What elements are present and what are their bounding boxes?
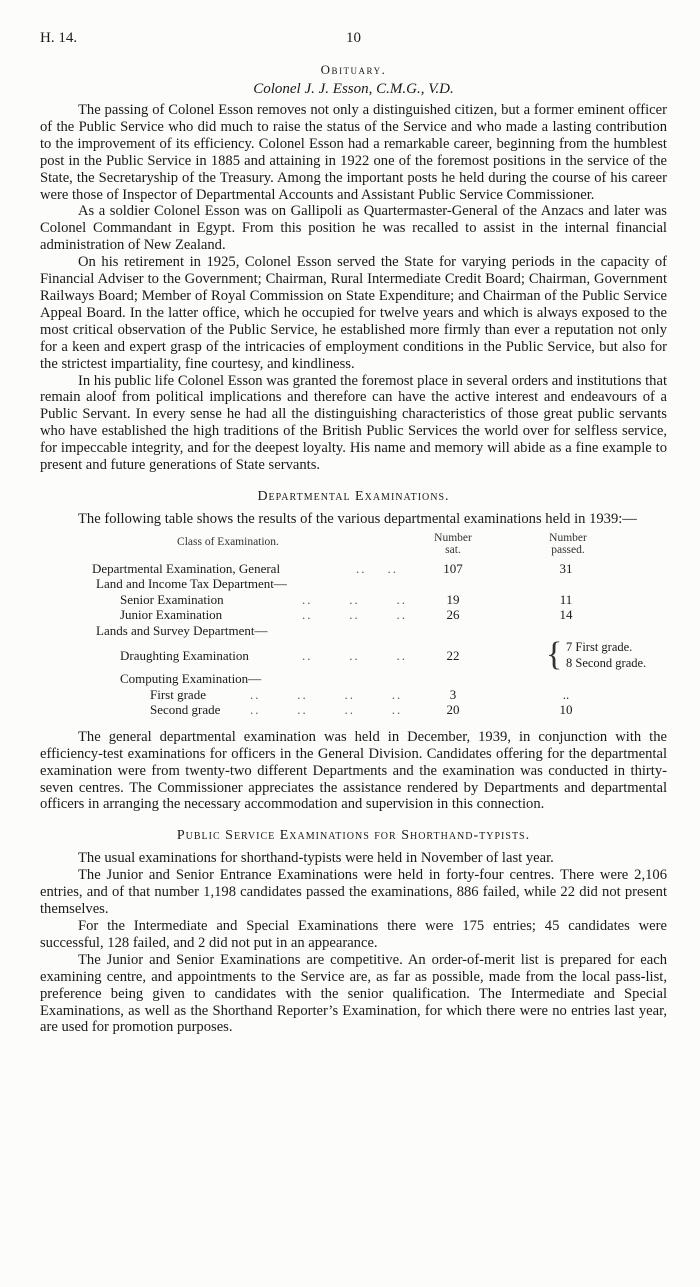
column-header-class: Class of Examination. bbox=[177, 535, 279, 548]
table-row: Departmental Examination, General .. .. 107 31 bbox=[92, 560, 573, 576]
table-row: First grade .. .. .. .. 3 .. bbox=[150, 686, 570, 702]
draughting-first-grade: 7 First grade. bbox=[566, 639, 633, 654]
column-header-passed: Number passed. bbox=[549, 531, 587, 556]
departmental-intro: The following table shows the results of the various departmental examinations held in 1939:— bbox=[78, 510, 637, 527]
table-row: Senior Examination .. .. .. 19 11 bbox=[120, 591, 573, 607]
table-row: Draughting Examination .. .. .. 22 { 7 First grade. 8 Second grade. bbox=[120, 635, 647, 673]
page-header bbox=[40, 30, 660, 50]
obituary-paragraph: On his retirement in 1925, Colonel Esson served the State for varying periods in the capacity of Financial Adviser to the Government; Chairman, Rural Intermediate Credit Board; Chairman, Government Railways Board; Member of Royal Commission on State Expenditure; and Chairman of the Public Service Appeal Board. In the latter office, which he occupied for twelve years and which is always exposed to the most critical observation of the Public Service, he established more firmly than ever a reputation not only for a keen and expert grasp of the intricacies of employment conditions in the Public Service, but also for the strictest impartiality, fine courtesy, and kindliness. bbox=[40, 254, 667, 372]
table-row: Lands and Survey Department— bbox=[96, 622, 268, 638]
obituary-paragraph: As a soldier Colonel Esson was on Gallipoli as Quartermaster-General of the Anzacs and later was Colonel Commandant in Egypt. From this position he was recalled to assist in the internal financial administration of New Zealand. bbox=[40, 203, 667, 254]
obituary-paragraph: In his public life Colonel Esson was granted the foremost place in several orders and institutions that remain aloof from political implications and therefore can have the active interest and endeavours of a Public Servant. In every sense he had all the distinguishing characteristics of those great public servants who have established the high traditions of the British Public Services the world over for selfless service, for impeccable integrity, and for the deepest loyalty. His name and memory will abide as a fine example to present and future generations of State servants. bbox=[40, 372, 667, 474]
document-body bbox=[40, 62, 667, 1036]
table-row: Junior Examination .. .. .. 26 14 bbox=[120, 606, 573, 622]
obituary-subject: Colonel J. J. Esson, C.M.G., V.D. bbox=[253, 81, 454, 97]
brace-icon: { bbox=[546, 635, 563, 673]
column-header-sat: Number sat. bbox=[434, 531, 472, 556]
shorthand-paragraph: The Junior and Senior Examinations are competitive. An order-of-merit list is prepared for each examining centre, and appointments to the Service are, as far as possible, made from the local pass-list, preference being given to candidates with the senior qualification. The Intermediate and Special Examinations, as well as the Shorthand Reporter’s Examination, for which there were no entries last year, are used for promotion purposes. bbox=[40, 951, 667, 1036]
departmental-summary: The general departmental examination was held in December, 1939, in conjunction with the efficiency-test examinations for officers in the General Division. Candidates offering for the departmental examination were from twenty-two different Departments and the examination was conducted in thirty-seven centres. The Commissioner appreciates the assistance rendered by Departments and departmental officers in arranging the necessary accommodation and supervision in this connection. bbox=[40, 728, 667, 813]
obituary-heading: Obituary. bbox=[320, 62, 387, 77]
shorthand-heading: Public Service Examinations for Shorthand-typists. bbox=[176, 828, 531, 844]
departmental-heading: Departmental Examinations. bbox=[257, 488, 450, 504]
draughting-second-grade: 8 Second grade. bbox=[566, 655, 647, 670]
page-number: 10 bbox=[346, 30, 361, 46]
report-reference: H. 14. bbox=[40, 30, 78, 46]
shorthand-paragraph: The usual examinations for shorthand-typists were held in November of last year. bbox=[78, 850, 554, 867]
table-row: Land and Income Tax Department— bbox=[96, 575, 287, 591]
table-row: Computing Examination— bbox=[120, 670, 262, 686]
shorthand-paragraph: The Junior and Senior Entrance Examinations were held in forty-four centres. There were 2,106 entries, and of that number 1,198 candidates passed the examinations, 886 failed, while 22 did not present themselves. bbox=[40, 867, 667, 918]
obituary-paragraph: The passing of Colonel Esson removes not only a distinguished citizen, but a former eminent officer of the Public Service who did much to raise the status of the Service and who made a lasting contribution to the improvement of its efficiency. Colonel Esson had a remarkable career, beginning from the humblest post in the Public Service in 1885 and attaining in 1922 one of the foremost positions in the service of the State, the Secretaryship of the Treasury. Among the important posts he held during the course of his career were those of Inspector of Departmental Accounts and Assistant Public Service Commissioner. bbox=[40, 102, 667, 203]
exam-results-table bbox=[40, 530, 667, 727]
shorthand-paragraph: For the Intermediate and Special Examinations there were 175 entries; 45 candidates were successful, 128 failed, and 2 did not put in an appearance. bbox=[40, 918, 667, 951]
table-row: Second grade .. .. .. .. 20 10 bbox=[150, 701, 573, 717]
